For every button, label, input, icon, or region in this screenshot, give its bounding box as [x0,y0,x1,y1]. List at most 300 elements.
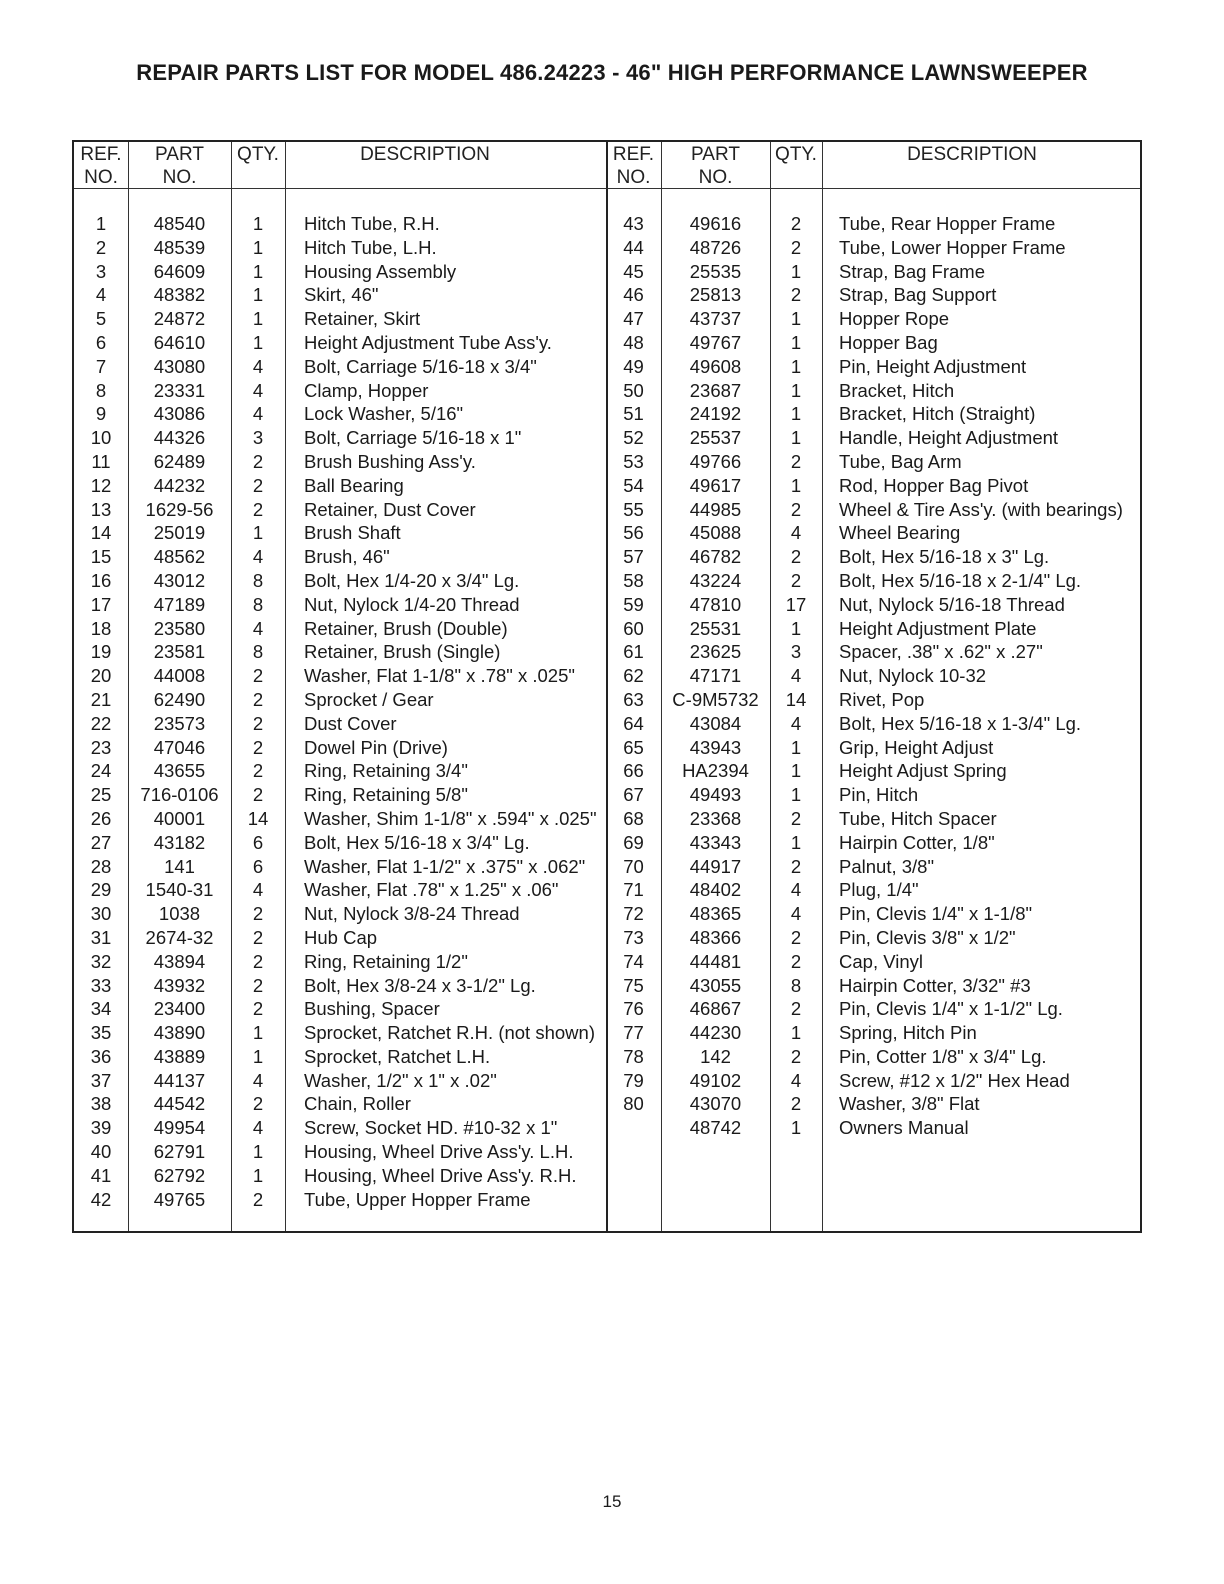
cell-qty: 6 [252,855,264,877]
cell-ref: 8 [95,379,107,401]
cell-qty: 2 [252,950,264,972]
cell-qty: 2 [252,998,264,1020]
page-title: REPAIR PARTS LIST FOR MODEL 486.24223 - 46" HIGH PERFORMANCE LAWNSWEEPER [136,60,1088,85]
cell-part: 43737 [689,308,742,330]
cell-part: 1038 [158,903,201,925]
cell-part: 716-0106 [140,784,219,806]
cell-ref: 25 [90,784,112,806]
cell-part: 48742 [689,1117,742,1139]
cell-part: 44232 [153,474,206,496]
cell-part: 23368 [689,807,742,829]
cell-qty: 1 [252,1164,264,1186]
cell-desc: Skirt, 46" [304,284,379,306]
cell-qty: 1 [790,260,802,282]
cell-part: 46867 [689,998,742,1020]
cell-qty: 2 [252,450,264,472]
cell-desc: Sprocket, Ratchet R.H. (not shown) [304,1022,595,1044]
cell-ref: 16 [90,569,112,591]
cell-part: 25019 [153,522,206,544]
cell-part: 45088 [689,522,742,544]
cell-part: 44985 [689,498,742,520]
cell-ref [606,1116,661,1140]
cell-part: HA2394 [682,760,749,782]
cell-desc: Tube, Upper Hopper Frame [304,1188,531,1210]
cell-desc: Dust Cover [304,712,397,734]
cell-part: 62490 [153,688,206,710]
cell-qty: 1 [790,831,802,853]
cell-part: 141 [164,855,195,877]
cell-ref: 35 [90,1022,112,1044]
cell-part: 24192 [689,403,742,425]
cell-part: 43086 [153,403,206,425]
cell-ref: 73 [623,926,644,948]
cell-qty: 1 [790,1022,802,1044]
cell-ref: 28 [90,855,112,877]
cell-part: 44137 [153,1069,206,1091]
cell-part: 23625 [689,641,742,663]
cell-ref: 69 [623,831,644,853]
cell-ref: 55 [623,498,644,520]
cell-ref: 61 [623,641,644,663]
cell-desc: Bolt, Carriage 5/16-18 x 1" [304,427,522,449]
cell-part: 44917 [689,855,742,877]
cell-qty: 4 [790,879,802,901]
cell-qty: 2 [252,665,264,687]
cell-qty: 2 [790,569,802,591]
cell-part: 48540 [153,213,206,234]
cell-desc: Brush, 46" [304,546,390,568]
cell-desc: Spacer, .38" x .62" x .27" [839,641,1043,663]
cell-part: 43889 [153,1045,206,1067]
cell-desc: Washer, Flat 1-1/2" x .375" x .062" [304,855,586,877]
cell-ref: 2 [95,236,107,258]
cell-ref: 39 [90,1117,112,1139]
cell-ref: 26 [90,807,112,829]
cell-ref: 32 [90,950,112,972]
cell-desc: Bolt, Carriage 5/16-18 x 3/4" [304,355,537,377]
cell-qty: 1 [252,213,264,234]
cell-qty: 2 [252,1093,264,1115]
cell-part: 44326 [153,427,206,449]
cell-desc: Pin, Clevis 1/4" x 1-1/2" Lg. [839,998,1063,1020]
cell-desc: Brush Shaft [304,522,401,544]
parts-table [72,140,1142,1233]
cell-desc: Tube, Bag Arm [839,450,962,472]
cell-ref: 24 [90,760,112,782]
cell-qty: 14 [247,807,269,829]
cell-desc: Washer, 1/2" x 1" x .02" [304,1069,497,1091]
cell-part: 142 [700,1045,731,1067]
cell-ref: 17 [90,593,112,615]
cell-part: 1629-56 [145,498,214,520]
cell-part: 64609 [153,260,206,282]
cell-ref: 10 [90,427,112,449]
cell-ref: 63 [623,688,644,710]
cell-ref: 45 [623,260,644,282]
cell-part: 23331 [153,379,206,401]
cell-desc: Height Adjustment Tube Ass'y. [304,331,552,353]
cell-desc: Tube, Hitch Spacer [839,807,997,829]
cell-desc: Pin, Clevis 1/4" x 1-1/8" [839,903,1033,925]
cell-desc: Handle, Height Adjustment [839,427,1059,449]
cell-qty: 1 [790,1117,802,1139]
cell-ref: 72 [623,903,644,925]
cell-qty: 1 [252,1045,264,1067]
cell-qty: 2 [252,1188,264,1210]
cell-ref: 6 [95,331,107,353]
cell-part: 49617 [689,474,742,496]
cell-desc: Nut, Nylock 3/8-24 Thread [304,903,520,925]
cell-qty: 8 [252,641,264,663]
cell-desc: Ball Bearing [304,474,404,496]
cell-desc: Nut, Nylock 10-32 [839,665,987,687]
cell-part: 43890 [153,1022,206,1044]
cell-desc: Wheel Bearing [839,522,961,544]
cell-ref: 47 [623,308,644,330]
cell-ref: 70 [623,855,644,877]
cell-qty: 2 [252,688,264,710]
cell-qty: 2 [790,236,802,258]
cell-qty: 1 [790,784,802,806]
cell-ref: 1 [95,213,107,234]
cell-ref: 33 [90,974,112,996]
cell-desc: Tube, Lower Hopper Frame [839,236,1066,258]
cell-ref: 64 [623,712,644,734]
cell-qty: 1 [790,403,802,425]
cell-part: 43943 [689,736,742,758]
cell-part: 25813 [689,284,742,306]
cell-desc: Strap, Bag Support [839,284,997,306]
cell-part: 24872 [153,308,206,330]
left-ref-column [74,212,128,1211]
cell-ref: 29 [90,879,112,901]
cell-ref: 44 [623,236,644,258]
cell-desc: Hopper Rope [839,308,950,330]
header-description-right: DESCRIPTION [907,144,1037,165]
cell-desc: Pin, Hitch [839,784,919,806]
right-part-column [661,212,770,1140]
cell-part: 43224 [689,569,742,591]
cell-ref: 42 [90,1188,112,1210]
cell-part: 48365 [689,903,742,925]
cell-ref: 68 [623,807,644,829]
cell-desc: Washer, Shim 1-1/8" x .594" x .025" [304,807,597,829]
cell-qty: 4 [252,546,264,568]
cell-part: 48726 [689,236,742,258]
cell-desc: Sprocket, Ratchet L.H. [304,1045,491,1067]
cell-desc: Height Adjustment Plate [839,617,1037,639]
cell-qty: 2 [252,474,264,496]
cell-qty: 4 [252,879,264,901]
cell-desc: Rod, Hopper Bag Pivot [839,474,1029,496]
cell-desc: Hub Cap [304,926,378,948]
cell-ref: 18 [90,617,112,639]
cell-qty: 14 [785,688,807,710]
cell-desc: Housing, Wheel Drive Ass'y. L.H. [304,1141,574,1163]
cell-qty: 2 [790,950,802,972]
cell-desc: Washer, Flat .78" x 1.25" x .06" [304,879,559,901]
cell-ref: 52 [623,427,644,449]
cell-qty: 1 [790,308,802,330]
cell-part: 43343 [689,831,742,853]
cell-ref: 50 [623,379,644,401]
cell-qty: 1 [252,1141,264,1163]
cell-qty: 4 [790,712,802,734]
cell-ref: 21 [90,688,112,710]
right-ref-column [606,212,661,1140]
right-qty-column [770,212,822,1140]
cell-part: 44481 [689,950,742,972]
cell-part: 23573 [153,712,206,734]
cell-part: 43055 [689,974,742,996]
cell-ref: 22 [90,712,112,734]
cell-qty: 8 [252,593,264,615]
cell-ref: 49 [623,355,644,377]
cell-part: 25537 [689,427,742,449]
cell-ref: 27 [90,831,112,853]
cell-qty: 1 [790,474,802,496]
cell-ref: 66 [623,760,644,782]
cell-part: 43012 [153,569,206,591]
cell-desc: Strap, Bag Frame [839,260,986,282]
cell-qty: 1 [790,355,802,377]
cell-qty: 2 [252,974,264,996]
cell-ref: 4 [95,284,107,306]
cell-part: 48366 [689,926,742,948]
cell-part: 43080 [153,355,206,377]
cell-part: 49766 [689,450,742,472]
cell-desc: Washer, Flat 1-1/8" x .78" x .025" [304,665,575,687]
cell-qty: 6 [252,831,264,853]
cell-part: 49616 [689,213,742,234]
cell-part: 47046 [153,736,206,758]
cell-qty: 2 [790,926,802,948]
cell-part: 48539 [153,236,206,258]
cell-desc: Screw, Socket HD. #10-32 x 1" [304,1117,558,1139]
cell-part: 62792 [153,1164,206,1186]
cell-ref: 51 [623,403,644,425]
cell-qty: 2 [252,903,264,925]
cell-ref: 5 [95,308,107,330]
cell-ref: 30 [90,903,112,925]
cell-desc: Brush Bushing Ass'y. [304,450,476,472]
cell-ref: 3 [95,260,107,282]
cell-part: 49765 [153,1188,206,1210]
cell-ref: 48 [623,331,644,353]
column-divider [285,142,286,1231]
cell-part: 49102 [689,1069,742,1091]
cell-part: 2674-32 [145,926,214,948]
cell-desc: Housing Assembly [304,260,457,282]
cell-part: 43894 [153,950,206,972]
cell-part: 49954 [153,1117,206,1139]
cell-ref: 75 [623,974,644,996]
cell-desc: Hitch Tube, L.H. [304,236,437,258]
cell-part: 1540-31 [145,879,214,901]
cell-desc: Retainer, Brush (Single) [304,641,501,663]
cell-qty: 2 [252,926,264,948]
cell-part: 23400 [153,998,206,1020]
cell-qty: 17 [785,593,807,615]
cell-ref: 76 [623,998,644,1020]
cell-desc: Pin, Cotter 1/8" x 3/4" Lg. [839,1045,1047,1067]
cell-desc: Bolt, Hex 5/16-18 x 3/4" Lg. [304,831,530,853]
cell-ref: 65 [623,736,644,758]
cell-desc: Clamp, Hopper [304,379,429,401]
cell-desc: Palnut, 3/8" [839,855,935,877]
cell-desc: Housing, Wheel Drive Ass'y. R.H. [304,1164,577,1186]
cell-part: 46782 [689,546,742,568]
cell-ref: 31 [90,926,112,948]
cell-desc: Owners Manual [839,1117,969,1139]
cell-qty: 1 [790,760,802,782]
cell-qty: 1 [252,260,264,282]
cell-ref: 43 [623,213,644,234]
cell-desc: Screw, #12 x 1/2" Hex Head [839,1069,1070,1091]
cell-qty: 1 [790,736,802,758]
cell-qty: 2 [790,855,802,877]
cell-ref: 14 [90,522,112,544]
cell-qty: 2 [790,1045,802,1067]
cell-desc: Chain, Roller [304,1093,411,1115]
cell-part: 43655 [153,760,206,782]
cell-qty: 4 [790,903,802,925]
cell-part: 47171 [689,665,742,687]
cell-ref: 79 [623,1069,644,1091]
header-qty: QTY. [237,144,279,165]
cell-ref: 58 [623,569,644,591]
cell-part: 44230 [689,1022,742,1044]
cell-qty: 1 [252,284,264,306]
left-part-column [128,212,231,1211]
left-desc-column [304,212,604,1211]
cell-part: 44542 [153,1093,206,1115]
cell-qty: 2 [790,498,802,520]
cell-desc: Hitch Tube, R.H. [304,213,440,234]
cell-desc: Grip, Height Adjust [839,736,994,758]
cell-desc: Wheel & Tire Ass'y. (with bearings) [839,498,1123,520]
cell-desc: Bolt, Hex 1/4-20 x 3/4" Lg. [304,569,520,591]
cell-desc: Bushing, Spacer [304,998,440,1020]
cell-part: 25531 [689,617,742,639]
cell-part: 43932 [153,974,206,996]
cell-ref: 62 [623,665,644,687]
cell-desc: Bracket, Hitch [839,379,955,401]
cell-desc: Bolt, Hex 3/8-24 x 3-1/2" Lg. [304,974,536,996]
cell-ref: 67 [623,784,644,806]
cell-desc: Rivet, Pop [839,688,925,710]
cell-part: 62791 [153,1141,206,1163]
cell-ref: 59 [623,593,644,615]
cell-part: 48402 [689,879,742,901]
cell-part: 25535 [689,260,742,282]
cell-qty: 1 [252,522,264,544]
cell-desc: Lock Washer, 5/16" [304,403,464,425]
cell-qty: 3 [252,427,264,449]
cell-ref: 57 [623,546,644,568]
cell-qty: 2 [790,998,802,1020]
cell-part: 49767 [689,331,742,353]
left-qty-column [231,212,285,1211]
cell-desc: Ring, Retaining 5/8" [304,784,468,806]
cell-desc: Washer, 3/8" Flat [839,1093,980,1115]
header-qty-right: QTY. [775,144,817,165]
cell-qty: 1 [252,1022,264,1044]
cell-part: C-9M5732 [672,688,759,710]
header-ref-right: REF. NO. [612,144,655,188]
cell-ref: 78 [623,1045,644,1067]
cell-desc: Retainer, Dust Cover [304,498,476,520]
cell-ref: 12 [90,474,112,496]
cell-ref: 20 [90,665,112,687]
cell-ref: 23 [90,736,112,758]
cell-ref: 41 [90,1164,112,1186]
cell-desc: Hairpin Cotter, 1/8" [839,831,995,853]
cell-desc: Hopper Bag [839,331,938,353]
cell-qty: 1 [790,331,802,353]
cell-desc: Tube, Rear Hopper Frame [839,213,1056,234]
cell-qty: 1 [790,617,802,639]
cell-desc: Height Adjust Spring [839,760,1007,782]
cell-qty: 4 [790,1069,802,1091]
cell-desc: Pin, Height Adjustment [839,355,1027,377]
cell-part: 48562 [153,546,206,568]
cell-part: 49608 [689,355,742,377]
cell-qty: 1 [252,308,264,330]
cell-part: 43182 [153,831,206,853]
cell-part: 62489 [153,450,206,472]
cell-qty: 4 [252,379,264,401]
cell-qty: 4 [790,665,802,687]
header-part-right: PART NO. [691,144,740,188]
cell-qty: 4 [252,1069,264,1091]
cell-desc: Nut, Nylock 1/4-20 Thread [304,593,520,615]
cell-qty: 1 [252,331,264,353]
cell-ref: 71 [623,879,644,901]
cell-desc: Hairpin Cotter, 3/32" #3 [839,974,1031,996]
cell-qty: 2 [790,546,802,568]
cell-qty: 2 [790,284,802,306]
cell-desc: Dowel Pin (Drive) [304,736,448,758]
cell-ref: 38 [90,1093,112,1115]
cell-part: 44008 [153,665,206,687]
cell-part: 48382 [153,284,206,306]
page-number: 15 [602,1492,622,1511]
cell-part: 47810 [689,593,742,615]
cell-desc: Bolt, Hex 5/16-18 x 3" Lg. [839,546,1050,568]
cell-qty: 3 [790,641,802,663]
cell-part: 23581 [153,641,206,663]
cell-desc: Retainer, Brush (Double) [304,617,508,639]
cell-qty: 2 [252,760,264,782]
cell-part: 49493 [689,784,742,806]
cell-ref: 37 [90,1069,112,1091]
cell-ref: 54 [623,474,644,496]
cell-desc: Sprocket / Gear [304,688,434,710]
cell-desc: Bolt, Hex 5/16-18 x 2-1/4" Lg. [839,569,1082,591]
cell-desc: Bracket, Hitch (Straight) [839,403,1036,425]
cell-desc: Cap, Vinyl [839,950,923,972]
cell-desc: Ring, Retaining 3/4" [304,760,468,782]
column-divider [822,142,823,1231]
cell-qty: 1 [790,379,802,401]
cell-ref: 36 [90,1045,112,1067]
cell-qty: 2 [790,807,802,829]
cell-qty: 2 [790,450,802,472]
cell-qty: 4 [790,522,802,544]
cell-qty: 2 [252,712,264,734]
header-ref: REF. NO. [80,144,122,188]
